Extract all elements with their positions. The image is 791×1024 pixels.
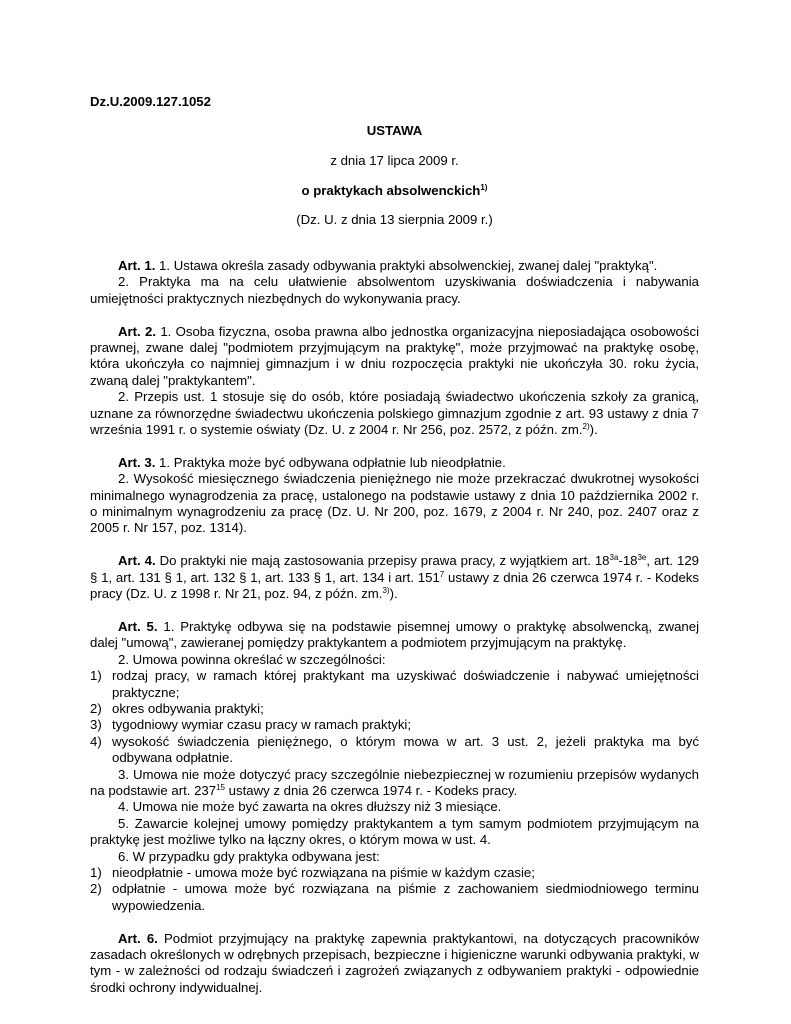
article-5-list-2 bbox=[90, 668, 699, 766]
document-reference: Dz.U.2009.127.1052 bbox=[90, 94, 211, 109]
paragraph-text: 2. Przepis ust. 1 stosuje się do osób, które posiadają świadectwo ukończenia szkoły za granicą, uznane za równorzędne świadectwu ukończenia polskiego gimnazjum zgodnie z art. 93 ustawy z dnia 7 września 1991 r. o systemie oświaty (Dz. U. z 2004 r. Nr 256, poz. 2572, z późn. zm. bbox=[90, 389, 699, 438]
list-item-number: 4) bbox=[90, 733, 102, 749]
article-2 bbox=[90, 324, 699, 439]
article-3-para-1 bbox=[90, 455, 699, 471]
superscript: 3e bbox=[637, 553, 647, 563]
article-number: Art. 6. bbox=[118, 930, 158, 946]
list-item-number: 1) bbox=[90, 864, 102, 880]
list-item-number: 1) bbox=[90, 668, 102, 684]
list-item-number: 3) bbox=[90, 717, 102, 733]
list-item bbox=[90, 668, 699, 701]
article-6 bbox=[90, 931, 699, 997]
article-5-para-5: 5. Zawarcie kolejnej umowy pomiędzy praktykantem a tym samym podmiotem przyjmującym na praktykę jest możliwe tylko na łączny okres, o którym mowa w ust. 4. bbox=[90, 815, 699, 848]
article-1 bbox=[90, 258, 699, 307]
list-item-number: 2) bbox=[90, 700, 102, 716]
article-number: Art. 4. bbox=[118, 553, 156, 569]
paragraph-text: 1. Praktyka może być odbywana odpłatnie lub nieodpłatnie. bbox=[159, 454, 506, 470]
paragraph-text: Podmiot przyjmujący na praktykę zapewnia praktykantowi, na dotyczących pracowników zasadach określonych w odrębnych przepisach, bezpieczne i higieniczne warunki odbywania praktyki, w tym - w zależności od rodzaju świadczeń i zagrożeń związanych z odbywaniem praktyki - odpowiednie środki ochrony indywidualnej. bbox=[90, 930, 700, 995]
article-4-para-1 bbox=[90, 553, 699, 602]
document-body bbox=[90, 258, 699, 996]
article-2-para-2 bbox=[90, 389, 699, 438]
article-1-para-1 bbox=[90, 258, 699, 274]
list-item-text: nieodpłatnie - umowa może być rozwiązana na piśmie w każdym czasie; bbox=[112, 864, 535, 880]
article-5-para-1 bbox=[90, 619, 699, 652]
text-part: ustawy z dnia 26 czerwca 1974 r. - Kodeks pracy (Dz. U. z 1998 r. Nr 21, poz. 94, z późn. zm. bbox=[90, 569, 699, 602]
text-part: -18 bbox=[618, 553, 638, 569]
superscript: 7 bbox=[439, 569, 445, 579]
act-title-text: o praktykach absolwenckich bbox=[301, 183, 481, 198]
list-item bbox=[90, 701, 699, 717]
list-item bbox=[90, 717, 699, 733]
paragraph-text: 3. Umowa nie może dotyczyć pracy szczególnie niebezpiecznej w rozumieniu przepisów wydanych na podstawie art. 237 bbox=[90, 766, 699, 798]
text-part: ). bbox=[389, 586, 398, 602]
act-type-heading: USTAWA bbox=[366, 123, 423, 138]
list-item-number: 2) bbox=[90, 881, 102, 897]
text-part: , art. 129 § 1, art. 131 § 1, art. 132 § 1, art. 133 § 1, art. 134 i art. 151 bbox=[90, 553, 699, 585]
article-number: Art. 5. bbox=[118, 618, 158, 634]
article-number: Art. 2. bbox=[118, 323, 157, 339]
article-number: Art. 3. bbox=[118, 454, 156, 470]
list-item-text: odpłatnie - umowa może być rozwiązana na piśmie z zachowaniem siedmiodniowego terminu wypowiedzenia. bbox=[112, 881, 699, 913]
publication-info: (Dz. U. z dnia 13 sierpnia 2009 r.) bbox=[296, 212, 493, 227]
article-5 bbox=[90, 619, 699, 914]
article-5-para-4: 4. Umowa nie może być zawarta na okres dłuższy niż 3 miesiące. bbox=[118, 799, 502, 815]
article-6-para-1 bbox=[90, 931, 699, 997]
list-item-text: okres odbywania praktyki; bbox=[112, 700, 264, 716]
list-item-text: wysokość świadczenia pieniężnego, o którym mowa w art. 3 ust. 2, jeżeli praktyka ma być odbywana odpłatnie. bbox=[112, 733, 699, 766]
footnote-ref: 1) bbox=[480, 183, 488, 192]
superscript: 15 bbox=[216, 782, 226, 792]
list-item-text: rodzaj pracy, w ramach której praktykant ma uzyskiwać doświadczenie i nabywać umiejętności praktyczne; bbox=[112, 668, 699, 700]
paragraph-text-end: ). bbox=[589, 422, 598, 438]
superscript: 3a bbox=[609, 553, 619, 563]
article-3-para-2: 2. Wysokość miesięcznego świadczenia pieniężnego nie może przekraczać dwukrotnej wysokości minimalnego wynagrodzenia za pracę, ustalonego na podstawie ustawy z dnia 10 października 2002 r. o minimalnym wynagrodzeniu za pracę (Dz. U. Nr 200, poz. 1679, z 2004 r. Nr 240, poz. 2407 oraz z 2005 r. Nr 157, poz. 1314). bbox=[90, 471, 699, 536]
article-5-list-6 bbox=[90, 865, 699, 914]
paragraph-text: 1. Praktykę odbywa się na podstawie pisemnej umowy o praktykę absolwencką, zwanej dalej "umową", zawieranej pomiędzy praktykantem a podmiotem przyjmującym na praktykę. bbox=[90, 618, 700, 651]
article-3 bbox=[90, 455, 699, 537]
list-item bbox=[90, 734, 699, 767]
list-item bbox=[90, 881, 699, 914]
article-5-para-2: 2. Umowa powinna określać w szczególności: bbox=[118, 651, 386, 667]
article-4 bbox=[90, 553, 699, 602]
paragraph-text: 1. Ustawa określa zasady odbywania praktyki absolwenckiej, zwanej dalej "praktyką". bbox=[159, 258, 658, 273]
article-1-para-2: 2. Praktyka ma na celu ułatwienie absolwentom uzyskiwania doświadczenia i nabywania umiejętności praktycznych niezbędnych do wykonywania pracy. bbox=[90, 274, 699, 306]
text-part: Do praktyki nie mają zastosowania przepisy prawa pracy, z wyjątkiem art. 18 bbox=[159, 553, 610, 569]
article-2-para-1 bbox=[90, 324, 699, 390]
footnote-ref: 2) bbox=[582, 422, 590, 432]
list-item bbox=[90, 865, 699, 881]
paragraph-text-end: ustawy z dnia 26 czerwca 1974 r. - Kodeks pracy. bbox=[225, 782, 518, 798]
article-5-para-6: 6. W przypadku gdy praktyka odbywana jest: bbox=[118, 848, 380, 864]
list-item-text: tygodniowy wymiar czasu pracy w ramach praktyki; bbox=[112, 717, 412, 733]
article-number: Art. 1. bbox=[118, 258, 156, 273]
footnote-ref: 3) bbox=[382, 586, 390, 596]
act-date: z dnia 17 lipca 2009 r. bbox=[330, 153, 459, 168]
paragraph-text: 1. Osoba fizyczna, osoba prawna albo jednostka organizacyjna nieposiadająca osobowości prawnej, zwane dalej "podmiotem przyjmującym na praktykę", może przyjmować na praktykę osobę, która ukończyła co najmniej gimnazjum i w dniu rozpoczęcia praktyki nie ukończyła 30. roku życia, zwaną dalej "praktykantem". bbox=[90, 323, 700, 388]
act-title bbox=[90, 183, 699, 199]
article-5-para-3 bbox=[90, 767, 699, 800]
